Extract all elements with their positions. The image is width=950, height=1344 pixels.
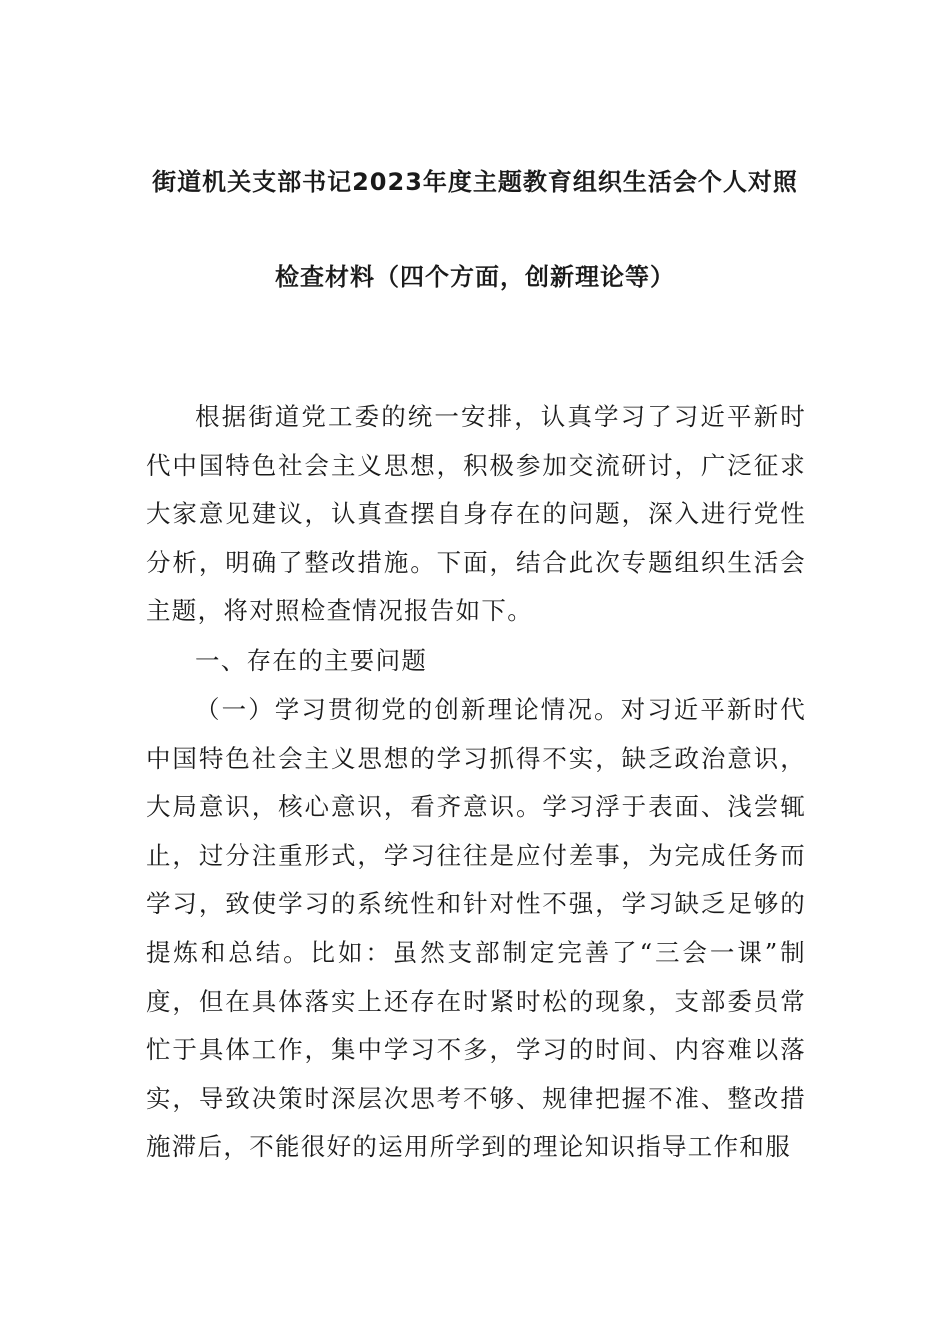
section-heading-block xyxy=(146,637,806,686)
intro-block xyxy=(146,393,806,636)
section-heading: 一、存在的主要问题 xyxy=(195,646,428,675)
intro-paragraph: 根据街道党工委的统一安排，认真学习了习近平新时代中国特色社会主义思想，积极参加交流研讨，广泛征求大家意见建议，认真查摆自身存在的问题，深入进行党性分析，明确了整改措施。下面，结合此次专题组织生活会主题，将对照检查情况报告如下。 xyxy=(146,402,806,626)
subsection-block xyxy=(146,686,806,1186)
subsection-paragraph: （一）学习贯彻党的创新理论情况。对习近平新时代中国特色社会主义思想的学习抓得不实，缺乏政治意识，大局意识，核心意识，看齐意识。学习浮于表面、浅尝辄止，过分注重形式，学习往往是应付差事，为完成任务而学习，致使学习的系统性和针对性不强，学习缺乏足够的提炼和总结。比如：虽然支部制定完善了“三会一课”制度，但在具体落实上还存在时紧时松的现象，支部委员常忙于具体工作，集中学习不多，学习的时间、内容难以落实，导致决策时深层次思考不够、规律把握不准、整改措施滞后，不能很好的运用所学到的理论知识指导工作和服 xyxy=(146,695,806,1162)
document-title-line-1: 街道机关支部书记2023年度主题教育组织生活会个人对照 xyxy=(152,168,798,196)
document-title-line-2: 检查材料（四个方面，创新理论等） xyxy=(275,263,675,291)
